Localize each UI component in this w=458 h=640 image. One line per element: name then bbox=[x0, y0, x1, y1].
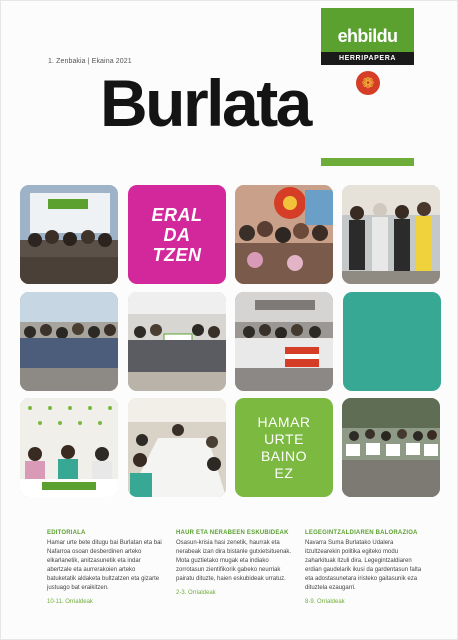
photo-tile-press-conference bbox=[20, 398, 118, 497]
photo-tile-ehbildu-group bbox=[20, 185, 118, 284]
eraldatzen-tile bbox=[128, 185, 226, 284]
hamar-line: EZ bbox=[274, 464, 294, 481]
photo-tile-meeting bbox=[128, 398, 226, 497]
column-body: Hamar urte bete ditugu bai Burlatan eta bai Nafarroa osoan desberdinen arteko elkarlanetik, anitzasunetik eta indar abertzale eta aurrerakoien arteko batuketatik aldaketa bultzatzen eta gizarte justuago bat eraikitzen. bbox=[47, 540, 162, 591]
column-page-ref[interactable]: 8-9. Orrialdeak bbox=[305, 599, 345, 605]
hamar-line: HAMAR bbox=[257, 413, 311, 430]
children-rights-column bbox=[176, 530, 294, 596]
teal-color-tile bbox=[343, 292, 441, 391]
brand-name: ehbildu bbox=[337, 25, 398, 46]
photo-tile-protest-signs bbox=[342, 398, 440, 497]
title-underline bbox=[321, 158, 414, 166]
photo-tile-group-banner bbox=[128, 292, 226, 391]
column-page-ref[interactable]: 2-3. Orrialdeak bbox=[176, 590, 216, 596]
photo-tile-street-crowd bbox=[20, 292, 118, 391]
eraldatzen-line: ERAL bbox=[151, 204, 203, 225]
brand-subtitle: HERRIPAPERA bbox=[321, 52, 414, 65]
hamar-urte-tile bbox=[235, 398, 333, 497]
eraldatzen-line: TZEN bbox=[152, 244, 202, 265]
column-body: Osasun-krisia hasi zenetik, haurrak eta nerabeak izan dira bistanle gutxietsituenak. Mota guztietako mugak eta indiako zorrotasun zientifikorik gabeko neurriak pairatu dituzte, haien eskubideak urratuz. bbox=[176, 540, 292, 582]
legislature-column bbox=[305, 530, 423, 605]
page-title: Burlata bbox=[100, 66, 310, 140]
photo-tile-burlata-square bbox=[235, 292, 333, 391]
lauburu-emblem-icon: ❁ bbox=[356, 71, 380, 95]
eraldatzen-line: DA bbox=[163, 224, 191, 245]
column-heading: HAUR ETA NERABEEN ESKUBIDEAK bbox=[176, 530, 289, 536]
photo-tile-four-people bbox=[342, 185, 440, 284]
hamar-line: BAINO bbox=[260, 447, 308, 464]
photo-tile-indoor-crowd bbox=[235, 185, 333, 284]
column-heading: EDITORIALA bbox=[47, 530, 86, 536]
issue-line: 1. Zenbakia | Ekaina 2021 bbox=[48, 58, 132, 65]
column-page-ref[interactable]: 10-11. Orrialdeak bbox=[47, 599, 93, 605]
column-body: Navarra Suma Burlatako Udalera itzultzearekin politika egiteko modu zaharkituak itzuli dira. Legegintzaldiaren erdian gaudelarik ikusi da gardentasun falta eta adostasunetara iristeko gaitasunik eza dituztela ezaugarri. bbox=[305, 540, 422, 591]
editorial-column bbox=[47, 530, 165, 605]
hamar-line: URTE bbox=[264, 430, 304, 447]
column-heading: LEGEGINTZALDIAREN BALORAZIOA bbox=[305, 530, 418, 536]
